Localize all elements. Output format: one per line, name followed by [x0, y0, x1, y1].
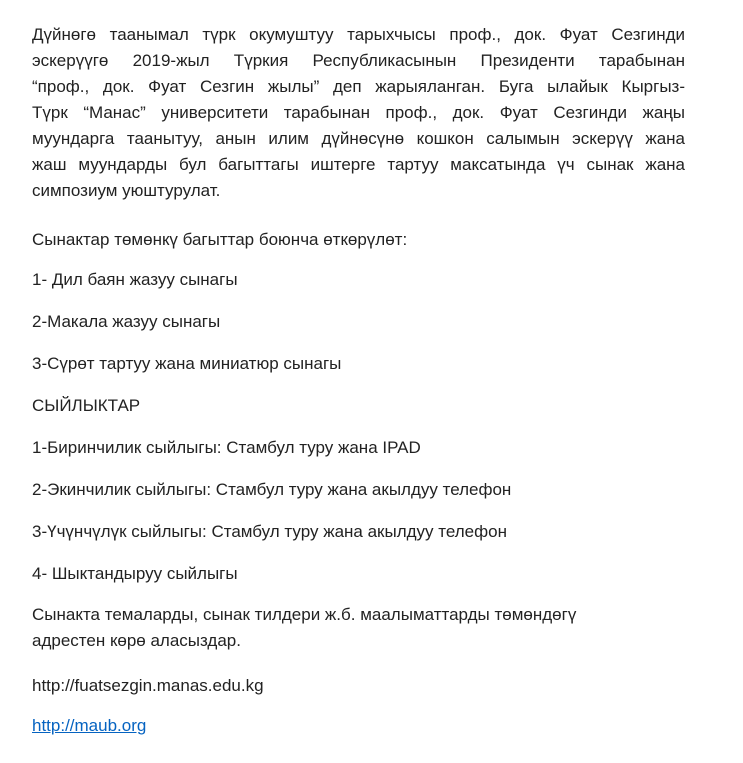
maub-link[interactable]: http://maub.org: [32, 716, 147, 735]
intro-line: жаш муундарды бул багыттагы иштерге тартуу максатында үч сынак жана: [32, 155, 685, 174]
info-paragraph: [32, 602, 685, 654]
awards-heading: СЫЙЛЫКТАР: [32, 396, 141, 415]
intro-line: Түрк “Манас” университети тарабынан проф., док. Фуат Сезгинди жаңы: [32, 103, 685, 122]
directions-heading: Сынактар төмөнкү багыттар боюнча өткөрүлөт:: [32, 230, 408, 249]
intro-line: “проф., док. Фуат Сезгин жылы” деп жарыяланган. Буга ылайык Кыргыз-: [32, 77, 685, 96]
award-item: 3-Үчүнчүлүк сыйлыгы: Стамбул туру жана акылдуу телефон: [32, 522, 507, 541]
url-text: http://fuatsezgin.manas.edu.kg: [32, 676, 264, 695]
award-item: 2-Экинчилик сыйлыгы: Стамбул туру жана акылдуу телефон: [32, 480, 512, 499]
contest-item: 3-Сүрөт тартуу жана миниатюр сынагы: [32, 354, 342, 373]
info-line: адрестен көрө аласыздар.: [32, 631, 241, 650]
intro-line: симпозиум уюштурулат.: [32, 181, 221, 200]
award-item: 1-Биринчилик сыйлыгы: Стамбул туру жана IPAD: [32, 438, 421, 457]
intro-line: Дүйнөгө таанымал түрк окумуштуу тарыхчысы проф., док. Фуат Сезгинди: [32, 25, 685, 44]
info-line: Сынакта темаларды, сынак тилдери ж.б. маалыматтарды төмөндөгү: [32, 605, 577, 624]
award-item: 4- Шыктандыруу сыйлыгы: [32, 564, 238, 583]
contest-item: 1- Дил баян жазуу сынагы: [32, 270, 238, 289]
contest-item: 2-Макала жазуу сынагы: [32, 312, 221, 331]
intro-line: эскерүүгө 2019-жыл Түркия Республикасынын Президенти тарабынан: [32, 51, 685, 70]
intro-paragraph: [32, 22, 685, 204]
intro-line: муундарга таанытуу, анын илим дүйнөсүнө кошкон салымын эскерүү жана: [32, 129, 685, 148]
